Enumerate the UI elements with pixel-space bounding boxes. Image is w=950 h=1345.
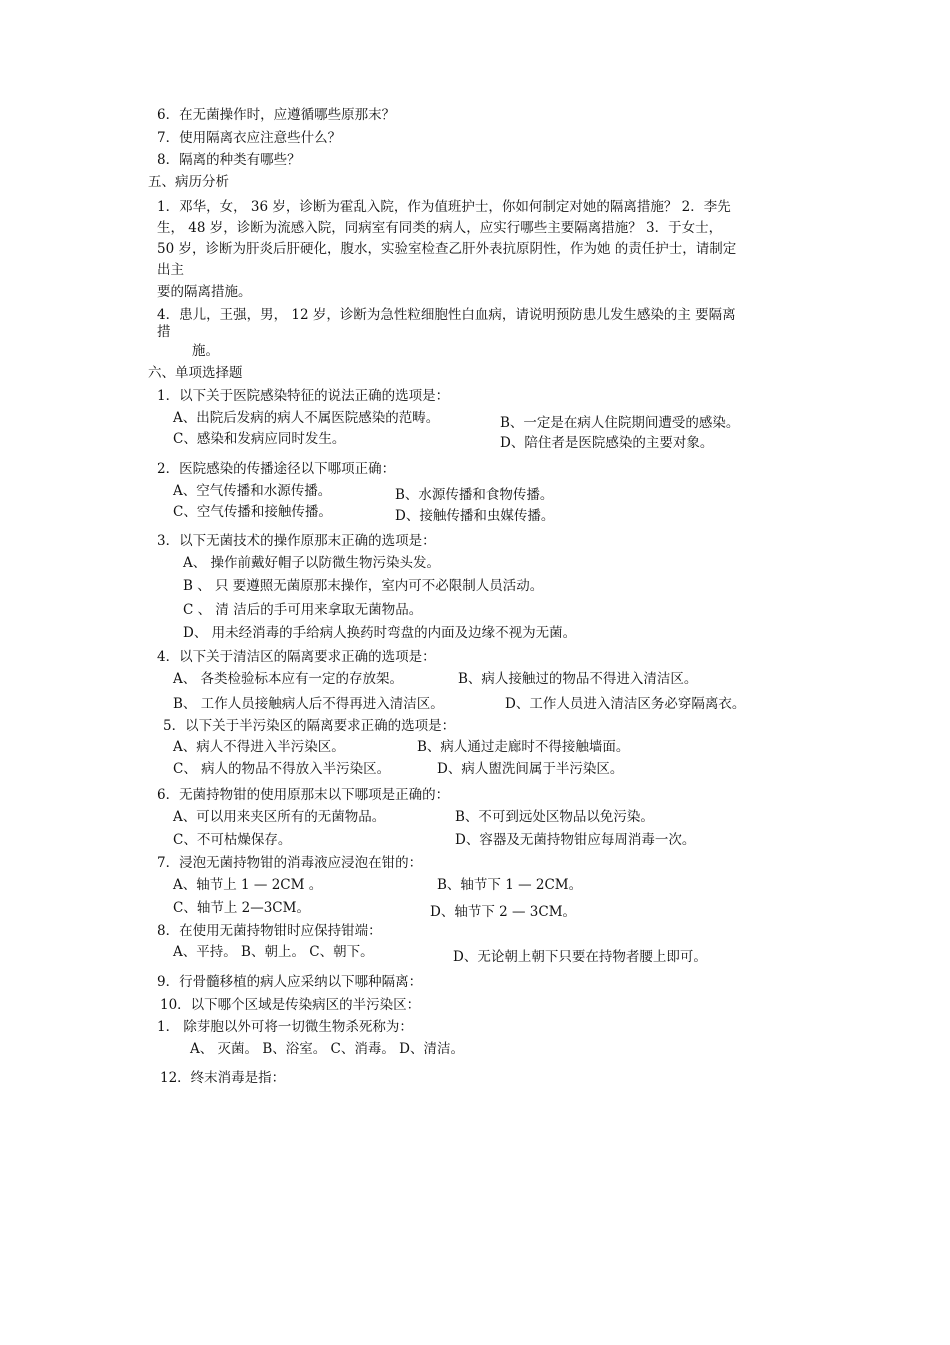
question-stem: 6．无菌持物钳的使用原那末以下哪项是正确的： (157, 787, 450, 803)
question-stem: 12．终末消毒是指： (160, 1070, 286, 1086)
case-line: 要的隔离措施。 (157, 284, 252, 300)
question-stem: 2．医院感染的传播途径以下哪项正确： (157, 461, 396, 477)
options-abc: A、平持。 B、朝上。 C、朝下。 (173, 944, 374, 960)
option-a: A、出院后发病的病人不属医院感染的范畴。 (173, 410, 440, 426)
question-stem: 3．以下无菌技术的操作原那末正确的选项是： (157, 533, 436, 549)
option-b: B、病人接触过的物品不得进入清洁区。 (458, 671, 698, 687)
question-stem: 4．以下关于清洁区的隔离要求正确的选项是： (157, 649, 436, 665)
option-d: D、接触传播和虫媒传播。 (395, 508, 555, 524)
question-6: 6．在无菌操作时，应遵循哪些原那末？ (157, 107, 396, 123)
option-c: C 、 清 洁后的手可用来拿取无菌物品。 (183, 602, 423, 618)
question-stem: 1． 除芽胞以外可将一切微生物杀死称为： (157, 1019, 413, 1035)
option-d: D、工作人员进入清洁区务必穿隔离衣。 (505, 696, 746, 712)
section-5-heading: 五、病历分析 (148, 174, 229, 190)
options-line: A、 灭菌。 B、浴室。 C、消毒。 D、清洁。 (190, 1041, 464, 1057)
case-line: 生， 48 岁，诊断为流感入院，同病室有同类的病人，应实行哪些主要隔离措施？ 3．于女士， (157, 220, 723, 236)
option-d: D、陪住者是医院感染的主要对象。 (500, 435, 714, 451)
question-7: 7．使用隔离衣应注意些什么？ (157, 130, 342, 146)
case-line: 出主 (157, 262, 184, 278)
option-d: D、轴节下 2 — 3CM。 (430, 904, 577, 920)
option-a: A、空气传播和水源传播。 (173, 483, 332, 499)
option-a: A、 各类检验标本应有一定的存放架。 (173, 671, 404, 687)
option-d: D、 用未经消毒的手给病人换药时弯盘的内面及边缘不视为无菌。 (183, 625, 577, 641)
option-b: B、轴节下 1 — 2CM。 (437, 877, 583, 893)
case-line: 4．患儿，王强，男， 12 岁，诊断为急性粒细胞性白血病，请说明预防患儿发生感染的主 要隔离 (157, 307, 736, 323)
option-a: A、轴节上 1 — 2CM 。 (173, 877, 323, 893)
option-c: C、感染和发病应同时发生。 (173, 431, 346, 447)
question-stem: 8．在使用无菌持物钳时应保持钳端： (157, 923, 382, 939)
option-c: C、空气传播和接触传播。 (173, 504, 332, 520)
option-b: B 、 只 要遵照无菌原那末操作，室内可不必限制人员活动。 (183, 578, 544, 594)
option-b: B、一定是在病人住院期间遭受的感染。 (500, 415, 740, 431)
option-b: B、不可到远处区物品以免污染。 (455, 809, 654, 825)
option-c: C、不可枯燥保存。 (173, 832, 292, 848)
question-8: 8．隔离的种类有哪些？ (157, 152, 301, 168)
option-c: C、 病人的物品不得放入半污染区。 (173, 761, 391, 777)
option-a: A、病人不得进入半污染区。 (173, 739, 345, 755)
case-line: 1．邓华，女， 36 岁，诊断为霍乱入院，作为值班护士，你如何制定对她的隔离措施？ 2．李先 (157, 199, 731, 215)
question-stem: 10．以下哪个区域是传染病区的半污染区： (160, 997, 421, 1013)
case-line: 50 岁，诊断为肝炎后肝硬化，腹水，实验室检查乙肝外表抗原阴性，作为她 的责任护士，请制定 (157, 241, 737, 257)
option-d: D、病人盥洗间属于半污染区。 (437, 761, 624, 777)
option-b: B、病人通过走廊时不得接触墙面。 (417, 739, 630, 755)
option-a: A、可以用来夹区所有的无菌物品。 (173, 809, 386, 825)
question-stem: 1．以下关于医院感染特征的说法正确的选项是： (157, 388, 450, 404)
option-a: A、 操作前戴好帽子以防微生物污染头发。 (183, 555, 441, 571)
case-line: 措 (157, 324, 171, 340)
option-c: C、轴节上 2—3CM。 (173, 900, 310, 916)
option-b: B、水源传播和食物传播。 (395, 487, 554, 503)
option-c: B、 工作人员接触病人后不得再进入清洁区。 (173, 696, 444, 712)
section-6-heading: 六、单项选择题 (148, 365, 243, 381)
case-line: 施。 (192, 343, 219, 359)
question-stem: 7．浸泡无菌持物钳的消毒液应浸泡在钳的： (157, 855, 423, 871)
option-d: D、无论朝上朝下只要在持物者腰上即可。 (453, 949, 707, 965)
question-stem: 9．行骨髓移植的病人应采纳以下哪种隔离： (157, 974, 423, 990)
question-stem: 5．以下关于半污染区的隔离要求正确的选项是： (163, 718, 456, 734)
option-d: D、容器及无菌持物钳应每周消毒一次。 (455, 832, 696, 848)
